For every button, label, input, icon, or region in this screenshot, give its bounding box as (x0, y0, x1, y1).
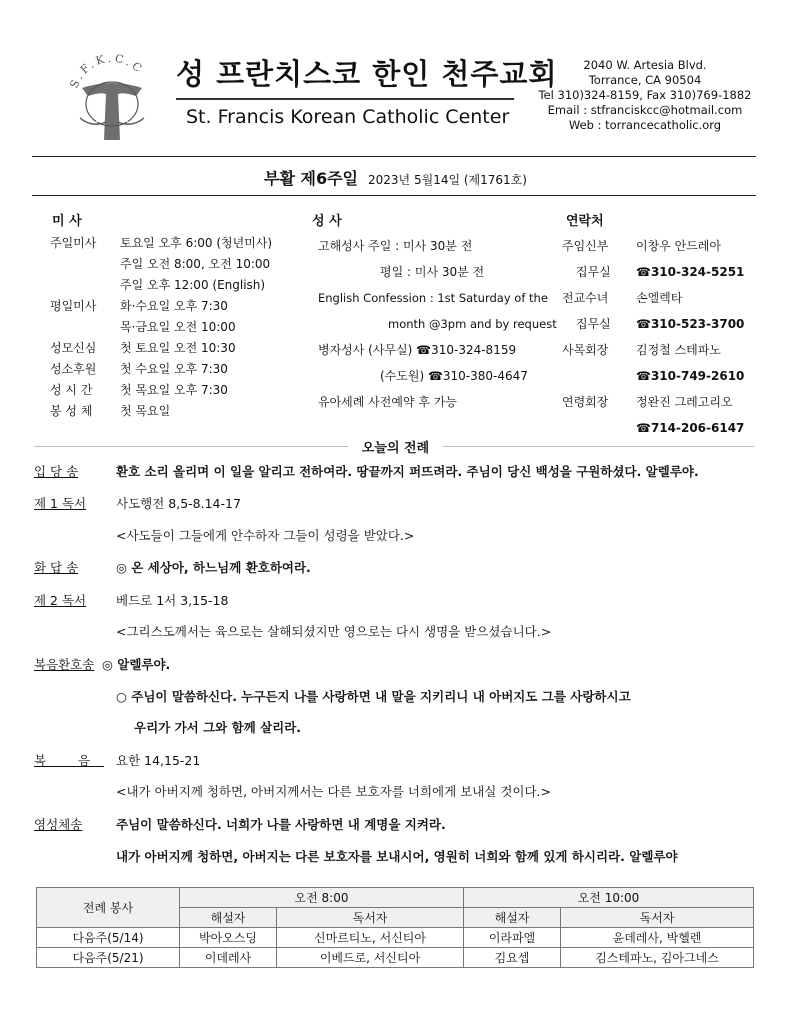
email-line[interactable]: Email : stfranciskcc@hotmail.com (547, 103, 743, 117)
liturgy-title (0, 437, 791, 456)
communion-antiphon-text-cont: 내가 아버지께 청하면, 아버지는 다른 보호자를 보내시어, 영원히 너희와 함께 있게 하시리라. 알렐루야 (116, 849, 678, 864)
mass-label: 평일미사 (50, 299, 97, 313)
mass-schedule (40, 233, 310, 422)
alleluia-verse-cont: 우리가 가서 그와 함께 살리라. (134, 720, 302, 735)
table-row (37, 928, 754, 948)
reader-cell: 이베드로, 서신티아 (277, 948, 464, 968)
gospel-label: 복 음 (34, 753, 105, 768)
contact-value: 손엘렉타 (636, 291, 683, 305)
mass-label: 성소후원 (50, 362, 97, 376)
contact-address-block (530, 58, 760, 133)
mass-time: 첫 목요일 (120, 404, 171, 418)
church-name-korean: 성 프란치스코 한인 천주교회 (176, 57, 558, 91)
mass-label: 성모신심 (50, 341, 97, 355)
contact-role: 전교수녀 (562, 291, 609, 305)
contact-phone[interactable]: ☎310-324-5251 (636, 265, 745, 279)
church-logo (62, 48, 162, 148)
anointing-convent: (수도원) ☎310-380-4647 (380, 369, 528, 383)
contacts-heading: 연락처 (566, 214, 604, 229)
entrance-antiphon-text: 환호 소리 올리며 이 일을 알리고 전하여라. 땅끝까지 퍼뜨려라. 주님이 당신 백성을 구원하셨다. 알렐루야. (116, 464, 699, 479)
second-reading-label: 제 2 독서 (34, 593, 87, 608)
address-line: Torrance, CA 90504 (588, 73, 702, 87)
contact-value: 김정철 스테파노 (636, 343, 721, 357)
mass-time-header: 오전 8:00 (180, 888, 464, 908)
week-cell: 다음주(5/14) (37, 928, 180, 948)
web-line[interactable]: Web : torrancecatholic.org (568, 118, 722, 132)
contact-value: 정완진 그레고리오 (636, 395, 733, 409)
reader-header: 독서자 (561, 908, 754, 928)
table-corner: 전례 봉사 (37, 888, 180, 928)
contact-phone[interactable]: ☎714-206-6147 (636, 421, 745, 435)
contact-role: 주임신부 (562, 239, 609, 253)
mass-time: 첫 토요일 오전 10:30 (120, 341, 236, 355)
psalm-label: 화 답 송 (34, 560, 79, 575)
contact-role: 사목회장 (562, 343, 609, 357)
sunday-date: 2023년 5월14일 (제1761호) (368, 173, 527, 187)
commentator-cell: 이라파엘 (464, 928, 561, 948)
mass-time: 첫 목요일 오후 7:30 (120, 383, 228, 397)
week-cell: 다음주(5/21) (37, 948, 180, 968)
contacts-list (562, 233, 762, 441)
second-reading-summary: <그리스도께서는 육으로는 살해되셨지만 영으로는 다시 생명을 받으셨습니다.> (116, 624, 552, 639)
contact-phone[interactable]: ☎310-523-3700 (636, 317, 745, 331)
mass-time: 화·수요일 오후 7:30 (120, 299, 228, 313)
mass-label: 주일미사 (50, 236, 97, 250)
reader-header: 독서자 (277, 908, 464, 928)
gospel-ref: 요한 14,15-21 (116, 753, 201, 768)
mass-time: 목·금요일 오전 10:00 (120, 320, 236, 334)
title-divider (176, 98, 514, 100)
mass-time-header: 오전 10:00 (464, 888, 754, 908)
mass-time: 주일 오전 8:00, 오전 10:00 (120, 257, 271, 271)
english-confession: English Confession : 1st Saturday of the (318, 291, 548, 305)
contact-role: 집무실 (576, 317, 611, 331)
anointing-office: 병자성사 (사무실) ☎310-324-8159 (318, 343, 517, 357)
church-name-english: St. Francis Korean Catholic Center (186, 106, 510, 128)
commentator-cell: 김요셉 (464, 948, 561, 968)
info-divider (32, 195, 756, 196)
table-row (37, 948, 754, 968)
gospel-summary: <내가 아버지께 청하면, 아버지께서는 다른 보호자를 너희에게 보내실 것이다.> (116, 784, 552, 799)
confession-sunday: 고해성사 주일 : 미사 30분 전 (318, 239, 473, 253)
first-reading-ref: 사도행전 8,5-8.14-17 (116, 496, 241, 511)
commentator-cell: 이데레사 (180, 948, 277, 968)
sunday-title: 부활 제6주일 (264, 169, 359, 188)
infant-baptism: 유아세례 사전예약 후 가능 (318, 395, 457, 409)
mass-time: 주일 오후 12:00 (English) (120, 278, 266, 292)
liturgy-title-text: 오늘의 전례 (348, 441, 443, 456)
sunday-heading (0, 166, 791, 189)
address-line: 2040 W. Artesia Blvd. (583, 58, 707, 72)
first-reading-summary: <사도들이 그들에게 안수하자 그들이 성령을 받았다.> (116, 528, 415, 543)
confession-weekday: 평일 : 미사 30분 전 (380, 265, 485, 279)
contact-value: 이창우 안드레아 (636, 239, 721, 253)
communion-antiphon-label: 영성체송 (34, 817, 83, 832)
communion-antiphon-text: 주님이 말씀하신다. 너희가 나를 사랑하면 내 계명을 지켜라. (116, 817, 446, 832)
phone-line: Tel 310)324-8159, Fax 310)769-1882 (538, 88, 752, 102)
second-reading-ref: 베드로 1서 3,15-18 (116, 593, 229, 608)
contact-role: 집무실 (576, 265, 611, 279)
reader-cell: 김스테파노, 김아그네스 (561, 948, 754, 968)
entrance-antiphon-label: 입 당 송 (34, 464, 79, 479)
logo-text: S.F.K.C.C (67, 51, 147, 91)
mass-time: 첫 수요일 오후 7:30 (120, 362, 228, 376)
first-reading-label: 제 1 독서 (34, 496, 87, 511)
reader-cell: 신마르티노, 서신티아 (277, 928, 464, 948)
mass-label: 성 시 간 (50, 383, 93, 397)
contact-role: 연령회장 (562, 395, 609, 409)
psalm-text: ◎ 온 세상아, 하느님께 환호하여라. (116, 560, 311, 575)
alleluia-text: ◎ 알렐루야. (102, 657, 171, 672)
mass-label: 봉 성 체 (50, 404, 93, 418)
english-confession-detail: month @3pm and by request (388, 317, 557, 331)
header-divider (32, 156, 756, 157)
commentator-header: 해설자 (464, 908, 561, 928)
sacraments-info (318, 233, 558, 415)
mass-heading: 미 사 (52, 214, 82, 229)
sacraments-heading: 성 사 (312, 214, 342, 229)
commentator-header: 해설자 (180, 908, 277, 928)
commentator-cell: 박아오스딩 (180, 928, 277, 948)
liturgy-service-table (36, 887, 754, 968)
alleluia-verse: ○ 주님이 말씀하신다. 누구든지 나를 사랑하면 내 말을 지키리니 내 아버지도 그를 사랑하시고 (116, 689, 631, 704)
mass-time: 토요일 오후 6:00 (청년미사) (120, 236, 273, 250)
alleluia-label: 복음환호송 (34, 657, 95, 672)
reader-cell: 윤데레사, 박헬렌 (561, 928, 754, 948)
contact-phone[interactable]: ☎310-749-2610 (636, 369, 745, 383)
